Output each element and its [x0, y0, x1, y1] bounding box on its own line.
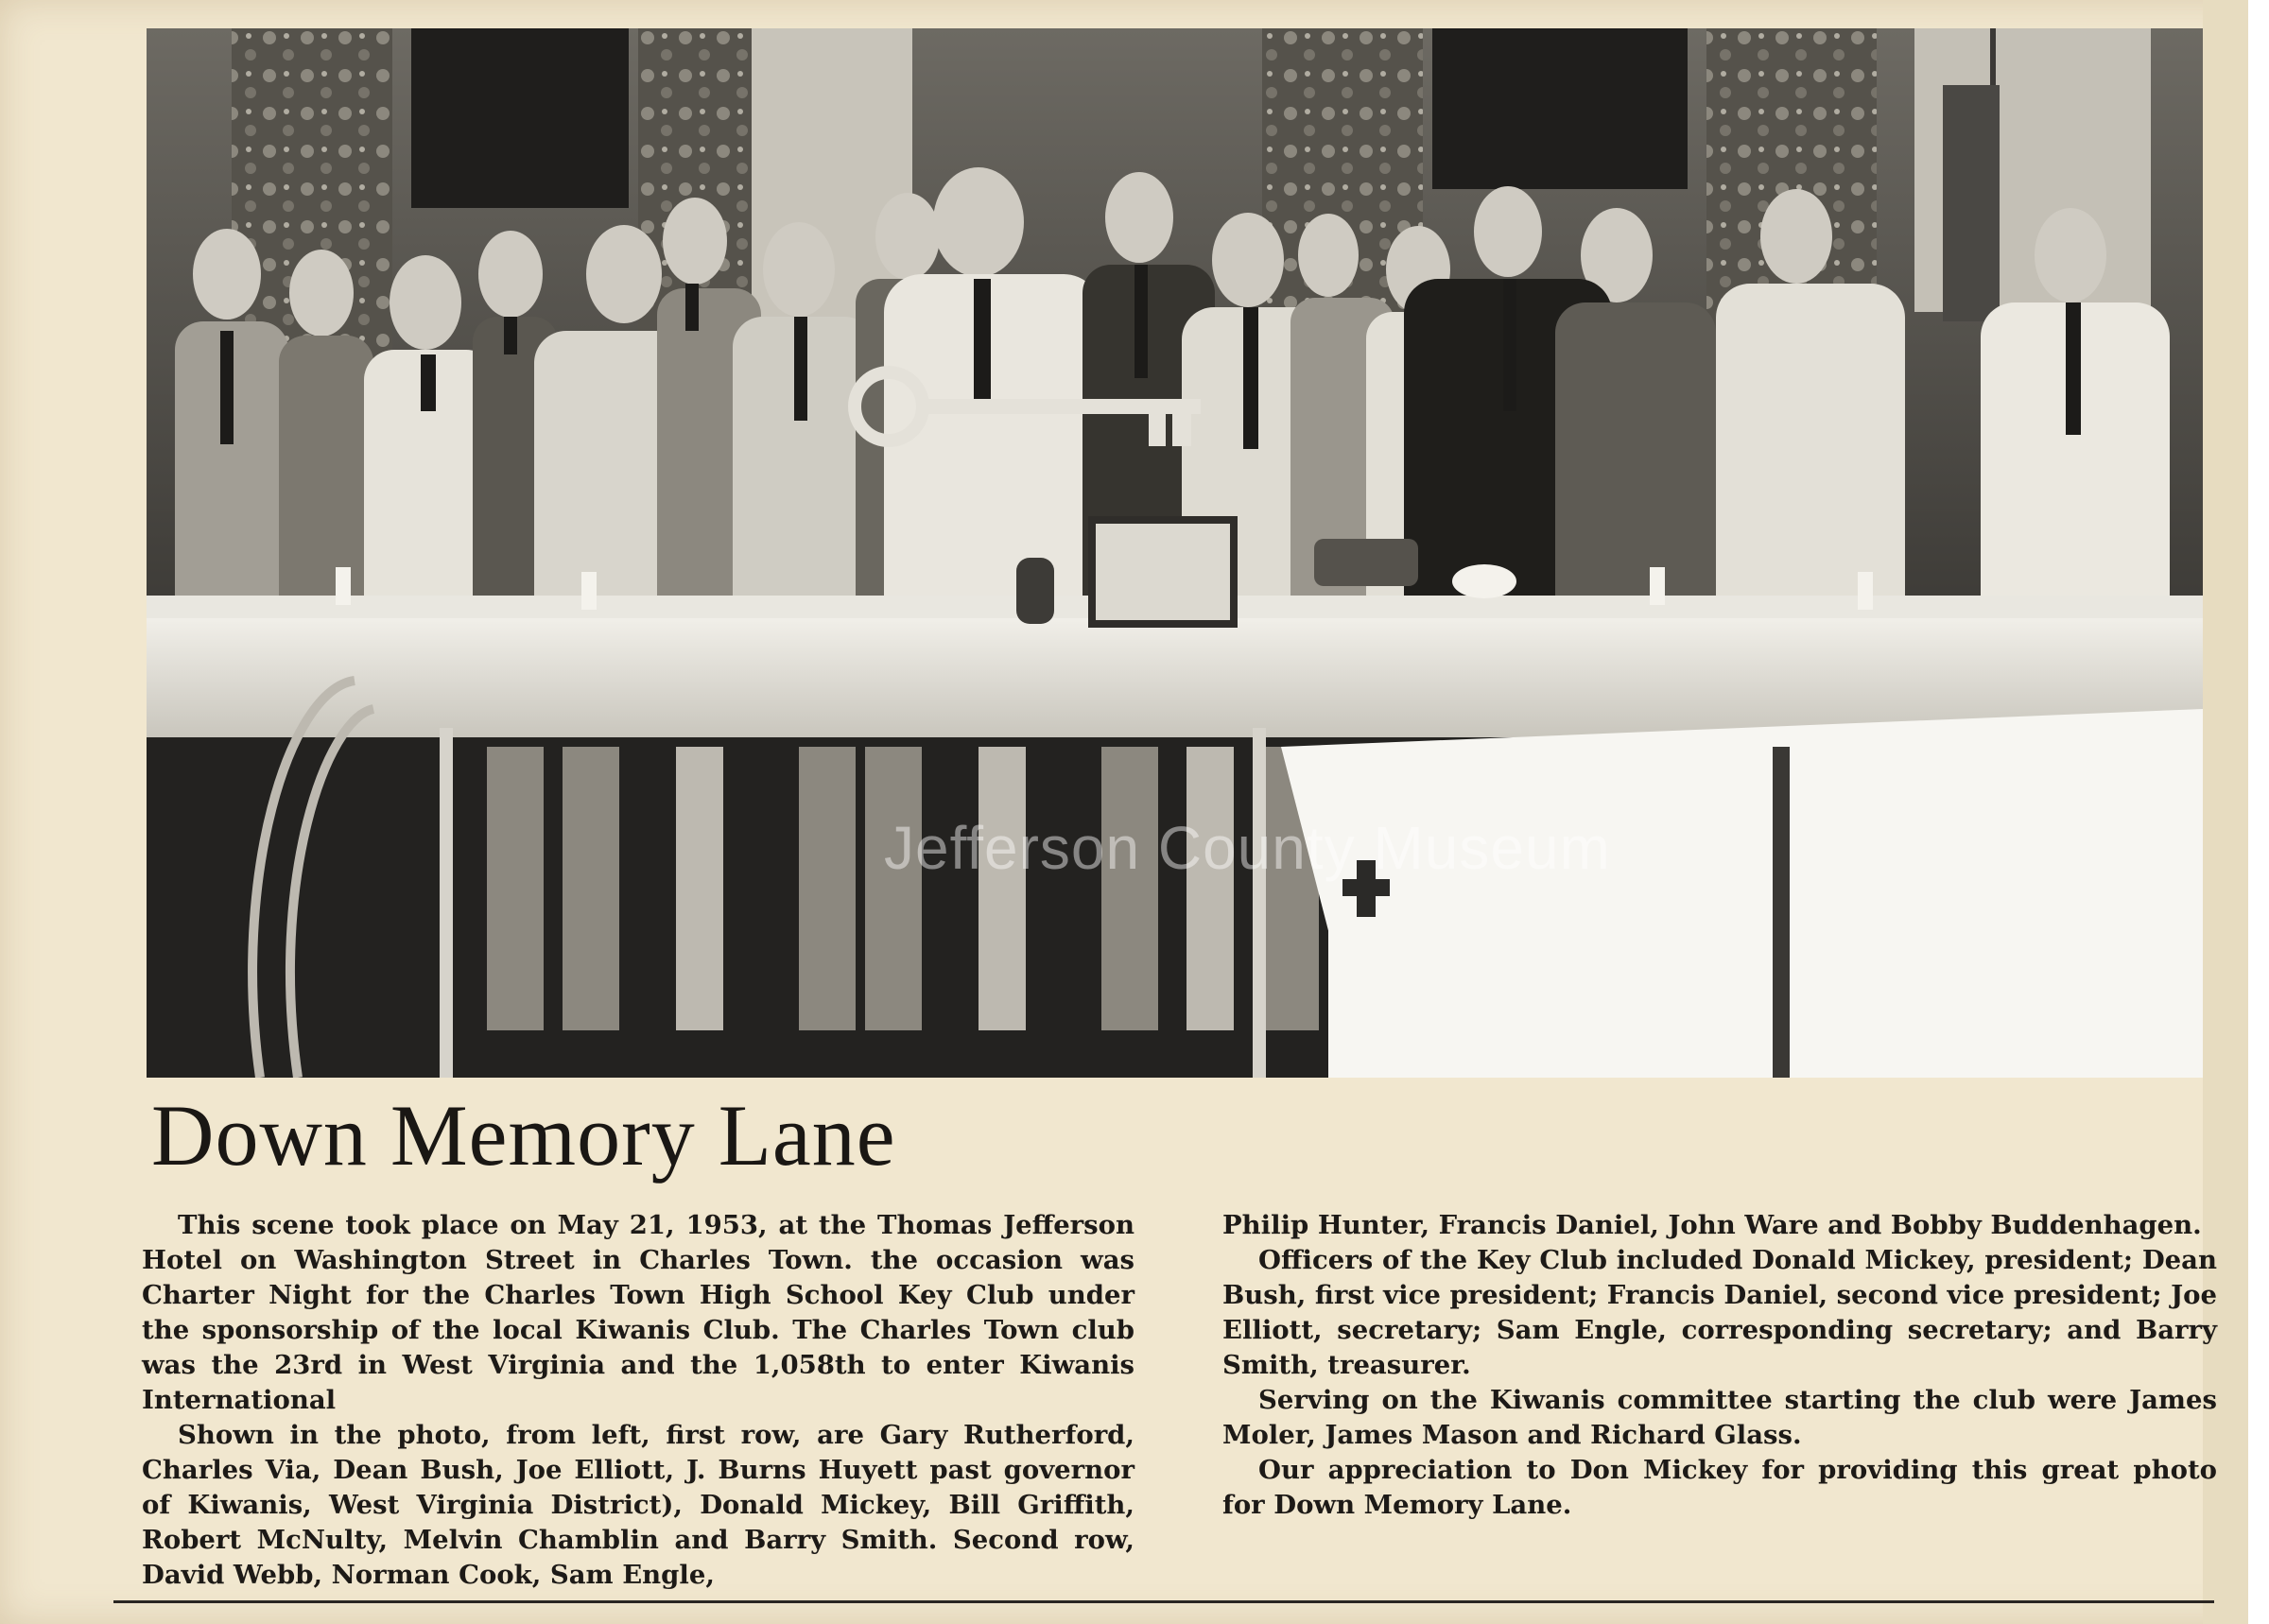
group-photograph	[147, 28, 2203, 1078]
article-column-left	[142, 1208, 1134, 1593]
article-paragraph: Shown in the photo, from left, first row, are Gary Rutherford, Charles Via, Dean Bush, Joe Elliott, J. Burns Huyett past governor of Kiwanis, West Virginia District), Donald Mickey, Bill Griffith, Robert McNulty, Melvin Chamblin and Barry Smith. Second row, David Webb, Norman Cook, Sam Engle,	[142, 1420, 1134, 1590]
article-paragraph: Serving on the Kiwanis committee starting the club were James Moler, James Mason and Richard Glass.	[1222, 1385, 2217, 1450]
article-paragraph: Officers of the Key Club included Donald Mickey, president; Dean Bush, first vice president; Francis Daniel, second vice president; Joe Elliott, secretary; Sam Engle, corresponding secretary; and Barry Smith, treasurer.	[1222, 1245, 2217, 1380]
article-column-right	[1222, 1208, 2217, 1523]
bottom-rule	[113, 1600, 2214, 1603]
white-chair	[1281, 709, 2203, 1078]
page-title: Down Memory Lane	[151, 1087, 896, 1183]
museum-watermark: Jefferson County Museum	[884, 814, 1611, 882]
article-paragraph: Our appreciation to Don Mickey for providing this great photo for Down Memory Lane.	[1222, 1455, 2217, 1520]
photo-illustration	[147, 28, 2203, 1078]
article-paragraph: This scene took place on May 21, 1953, at the Thomas Jefferson Hotel on Washington Street in Charles Town. the occasion was Charter Night for the Charles Town High School Key Club under the sponsorship of the local Kiwanis Club. The Charles Town club was the 23rd in West Virginia and the 1,058th to enter Kiwanis International	[142, 1210, 1134, 1415]
article-paragraph-continued: Philip Hunter, Francis Daniel, John Ware and Bobby Buddenhagen.	[1222, 1210, 2202, 1240]
